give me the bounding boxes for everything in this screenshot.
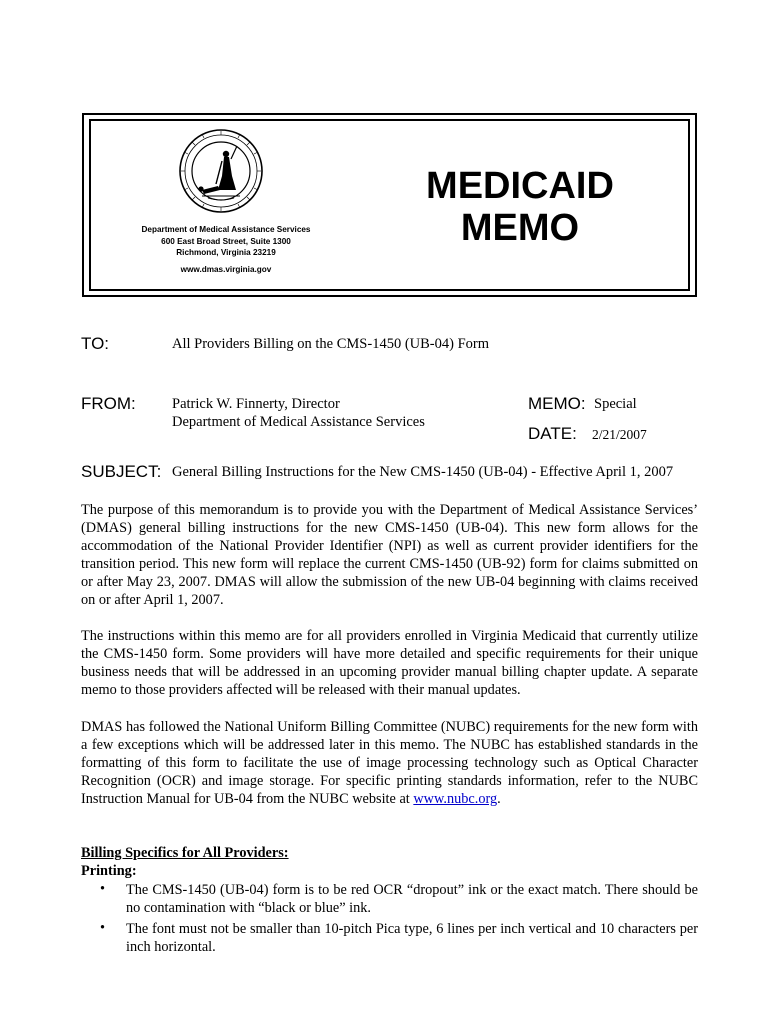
bullet-icon: • bbox=[100, 881, 106, 897]
from-org: Department of Medical Assistance Services bbox=[172, 414, 425, 430]
department-address-block bbox=[120, 224, 332, 259]
nubc-website-link[interactable]: www.nubc.org bbox=[413, 791, 498, 807]
paragraph-3-text: DMAS has followed the National Uniform Billing Committee (NUBC) requirements for the new form with a few exceptions which will be addressed later in this memo. The NUBC has established standards in the formatting of this form to facilitate the use of image processing technology such as Optical Character Recognition (OCR) and image storage. For specific printing standards information, refer to the NUBC Instruction Manual for UB-04 from the NUBC website at bbox=[81, 719, 698, 807]
paragraph-3 bbox=[81, 718, 698, 808]
to-value: All Providers Billing on the CMS-1450 (UB-04) Form bbox=[172, 336, 489, 352]
address-line-1: 600 East Broad Street, Suite 1300 bbox=[161, 236, 291, 246]
date-value: 2/21/2007 bbox=[592, 427, 647, 442]
subject-value: General Billing Instructions for the New CMS-1450 (UB-04) - Effective April 1, 2007 bbox=[172, 464, 674, 480]
department-website: www.dmas.virginia.gov bbox=[180, 265, 272, 274]
memo-title-line2: MEMO bbox=[460, 207, 580, 249]
memo-type-label: MEMO: bbox=[528, 394, 586, 413]
bullet-item: The font must not be smaller than 10-pitch Pica type, 6 lines per inch vertical and 10 characters per inch horizontal. bbox=[126, 921, 698, 955]
memo-type-value: Special bbox=[594, 396, 637, 412]
department-name: Department of Medical Assistance Services bbox=[141, 225, 311, 234]
bullet-icon: • bbox=[100, 920, 106, 936]
memo-title-line1: MEDICAID bbox=[426, 165, 614, 207]
billing-specifics-heading: Billing Specifics for All Providers: bbox=[81, 845, 289, 861]
bullet-item: The CMS-1450 (UB-04) form is to be red OCR “dropout” ink or the exact match. There should be no contamination with “black or blue” ink. bbox=[126, 882, 698, 916]
subject-label: SUBJECT: bbox=[81, 462, 162, 481]
printing-subheading: Printing: bbox=[81, 863, 137, 879]
paragraph-2: The instructions within this memo are for all providers enrolled in Virginia Medicaid that currently utilize the CMS-1450 form. Some providers will have more detailed and specific requirements for their unique business needs that will be addressed in an upcoming provider manual billing chapter update. A separate memo to those providers affected will be released with their manual updates. bbox=[81, 628, 698, 698]
from-label: FROM: bbox=[81, 394, 136, 413]
from-name: Patrick W. Finnerty, Director bbox=[172, 396, 340, 412]
to-label: TO: bbox=[81, 334, 110, 353]
memo-title bbox=[420, 165, 620, 249]
paragraph-1: The purpose of this memorandum is to provide you with the Department of Medical Assistance Services’ (DMAS) general billing instructions for the new CMS-1450 (UB-04). This new form allows for the accommodation of the National Provider Identifier (NPI) as well as current provider identifiers for the transition period. This new form will replace the current CMS-1450 (UB-92) form for claims submitted on or after May 23, 2007. DMAS will allow the submission of the new UB-04 beginning with claims received on or after April 1, 2007. bbox=[81, 502, 698, 608]
paragraph-3-end: . bbox=[497, 791, 501, 807]
date-label: DATE: bbox=[528, 424, 577, 443]
virginia-seal-icon bbox=[178, 128, 264, 214]
address-line-2: Richmond, Virginia 23219 bbox=[176, 248, 276, 258]
